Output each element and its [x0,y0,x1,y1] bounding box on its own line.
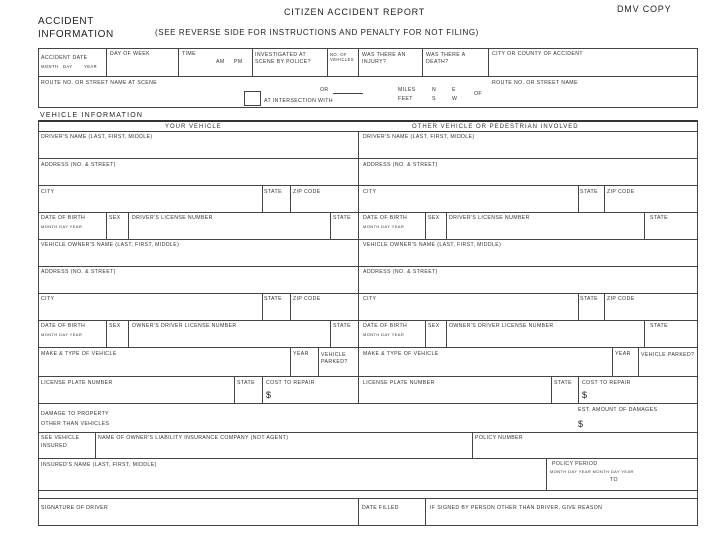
route2-label: ROUTE NO. OR STREET NAME [492,80,578,86]
rule [38,158,698,159]
policy-number-label: POLICY NUMBER [475,435,524,441]
other-license-state-label: STATE [650,215,668,221]
rule [178,48,179,76]
rule [546,458,547,490]
rule [38,525,698,526]
other-year-label: YEAR [615,351,631,357]
rule [422,48,423,76]
form-title-line1: ACCIDENT [38,16,94,27]
other-cost-dollar: $ [582,390,588,400]
rule [327,48,328,76]
plate-state-label: STATE [237,380,255,386]
direction-w: W [452,96,458,102]
other-owner-name-label: VEHICLE OWNER'S NAME (LAST, FIRST, MIDDLE) [363,242,502,248]
rule [604,185,605,212]
rule [38,293,698,294]
instructions-text: (SEE REVERSE SIDE FOR INSTRUCTIONS AND PENALTY FOR NOT FILING) [155,28,479,37]
plate-label: LICENSE PLATE NUMBER [41,380,113,386]
of-label: OF [474,91,483,97]
other-owner-address-label: ADDRESS (NO. & STREET) [363,269,438,275]
parked-label: VEHICLE PARKED? [321,352,348,365]
direction-n: N [432,87,437,93]
other-cost-label: COST TO REPAIR [582,380,631,386]
rule [262,376,263,403]
other-address-label: ADDRESS (NO. & STREET) [363,162,438,168]
owner-address-label: ADDRESS (NO. & STREET) [41,269,116,275]
rule [38,490,698,491]
cost-label: COST TO REPAIR [266,380,315,386]
other-owner-sex-label: SEX [428,323,440,329]
rule [578,185,579,212]
rule [290,185,291,212]
owner-state-label: STATE [264,296,282,302]
rule [290,347,291,376]
other-make-label: MAKE & TYPE OF VEHICLE [363,351,439,357]
rule [38,107,698,108]
owner-license-state-label: STATE [333,323,351,329]
driver-name-label: DRIVER'S NAME (LAST, FIRST, MIDDLE) [41,134,153,140]
see-vehicle-label: SEE VEHICLE [41,435,80,441]
other-zip-label: ZIP CODE [607,189,635,195]
cost-dollar: $ [266,390,272,400]
am-label: AM [216,59,225,65]
intersection-checkbox[interactable] [244,91,261,106]
other-dob-label: DATE OF BIRTH [363,215,408,221]
rule [318,347,319,376]
rule [38,239,698,240]
rule [38,403,698,404]
sex-label: SEX [109,215,121,221]
other-parked-label: VEHICLE PARKED? [641,352,695,358]
injury-label: WAS THERE AN INJURY? [362,52,406,65]
owner-zip-label: ZIP CODE [293,296,321,302]
direction-s: S [432,96,436,102]
rule [488,48,489,76]
other-driver-name-label: DRIVER'S NAME (LAST, FIRST, MIDDLE) [363,134,475,140]
state-label: STATE [264,189,282,195]
rule [38,320,698,321]
other-owner-dob-sub-label: MONTH DAY YEAR [363,332,405,337]
rule [128,212,129,239]
rule [38,76,698,77]
pm-label: PM [234,59,243,65]
time-label: TIME [182,51,196,57]
rule [551,376,552,403]
rule [358,48,359,76]
other-owner-city-label: CITY [363,296,377,302]
est-damages-label: EST. AMOUNT OF DAMAGES [578,407,658,413]
other-dob-sub-label: MONTH DAY YEAR [363,224,405,229]
rule [612,347,613,376]
accident-date-label: ACCIDENT DATE [41,55,88,61]
vehicle-info-title: VEHICLE INFORMATION [40,112,144,119]
death-label: WAS THERE A DEATH? [426,52,466,65]
rule [106,212,107,239]
report-title: CITIZEN ACCIDENT REPORT [284,7,426,17]
rule [38,498,698,499]
rule [38,48,39,107]
policy-period-label: POLICY PERIOD [552,461,598,467]
rule [38,120,39,525]
owner-dob-sub-label: MONTH DAY YEAR [41,332,83,337]
city-label: CITY [41,189,55,195]
rule [446,320,447,347]
investigated-label: INVESTIGATED AT SCENE BY POLICE? [255,52,311,65]
rule [697,48,698,107]
rule [472,432,473,458]
rule [604,293,605,320]
rule [578,376,579,403]
rule [330,320,331,347]
rule [38,212,698,213]
direction-e: E [452,87,456,93]
other-plate-label: LICENSE PLATE NUMBER [363,380,435,386]
policy-to-label: TO [610,477,618,483]
rule [38,120,698,122]
rule [38,432,698,433]
owner-dob-label: DATE OF BIRTH [41,323,86,329]
insured-name-label: INSURED'S NAME (LAST, FIRST, MIDDLE) [41,462,157,468]
form-title-line2: INFORMATION [38,29,114,40]
signed-other-label: IF SIGNED BY PERSON OTHER THAN DRIVER, GIVE REASON [430,505,603,511]
dob-label: DATE OF BIRTH [41,215,86,221]
day-label: DAY [63,64,73,69]
rule [262,293,263,320]
zip-label: ZIP CODE [293,189,321,195]
miles-label: MILES [398,87,416,93]
rule [425,498,426,525]
year-label: YEAR [84,64,98,69]
license-label: DRIVER'S LICENSE NUMBER [132,215,213,221]
rule [252,48,253,76]
intersection-label: AT INTERSECTION WITH [264,98,333,104]
other-license-label: DRIVER'S LICENSE NUMBER [449,215,530,221]
damage-label-2: OTHER THAN VEHICLES [41,421,110,427]
rule [290,293,291,320]
rule [333,93,363,94]
your-vehicle-header: YOUR VEHICLE [165,124,222,130]
rule [425,212,426,239]
other-owner-zip-label: ZIP CODE [607,296,635,302]
other-plate-state-label: STATE [554,380,572,386]
date-filled-label: DATE FILLED [362,505,399,511]
other-owner-license-label: OWNER'S DRIVER LICENSE NUMBER [449,323,554,329]
month-label: MONTH [41,64,59,69]
route-label: ROUTE NO. OR STREET NAME AT SCENE [41,80,158,86]
owner-license-label: OWNER'S DRIVER LICENSE NUMBER [132,323,237,329]
city-county-label: CITY OR COUNTY OF ACCIDENT [492,51,583,57]
year-label: YEAR [293,351,309,357]
insurance-company-label: NAME OF OWNER'S LIABILITY INSURANCE COMPANY (NOT AGENT) [98,435,289,441]
rule [38,266,698,267]
rule [234,376,235,403]
feet-label: FEET [398,96,413,102]
owner-name-label: VEHICLE OWNER'S NAME (LAST, FIRST, MIDDLE) [41,242,180,248]
or-label: OR [320,87,329,93]
rule [38,458,698,459]
rule [425,320,426,347]
rule [446,212,447,239]
rule [330,212,331,239]
rule [697,120,698,525]
other-city-label: CITY [363,189,377,195]
rule [638,347,639,376]
license-state-label: STATE [333,215,351,221]
owner-city-label: CITY [41,296,55,302]
other-owner-dob-label: DATE OF BIRTH [363,323,408,329]
est-dollar: $ [578,419,584,429]
rule [644,320,645,347]
rule [578,293,579,320]
day-of-week-label: DAY OF WEEK [110,51,150,57]
rule [38,131,698,132]
other-owner-license-state-label: STATE [650,323,668,329]
policy-period-sub: MONTH DAY YEAR MONTH DAY YEAR [550,469,634,474]
rule [38,347,698,348]
rule [38,376,698,377]
other-sex-label: SEX [428,215,440,221]
rule [38,48,698,49]
rule [262,185,263,212]
rule [358,498,359,525]
make-label: MAKE & TYPE OF VEHICLE [41,351,117,357]
rule [128,320,129,347]
rule [358,131,359,403]
rule [106,320,107,347]
signature-label: SIGNATURE OF DRIVER [41,505,109,511]
rule [38,185,698,186]
rule [644,212,645,239]
no-vehicles-label: NO. OF VEHICLES [330,52,354,63]
dob-sub-label: MONTH DAY YEAR [41,224,83,229]
rule [95,432,96,458]
address-label: ADDRESS (NO. & STREET) [41,162,116,168]
damage-label-1: DAMAGE TO PROPERTY [41,411,110,417]
other-vehicle-header: OTHER VEHICLE OR PEDESTRIAN INVOLVED [412,124,579,130]
owner-sex-label: SEX [109,323,121,329]
insured-label: INSURED [41,443,68,449]
other-state-label: STATE [580,189,598,195]
rule [106,48,107,76]
copy-label: DMV COPY [617,4,672,14]
other-owner-state-label: STATE [580,296,598,302]
